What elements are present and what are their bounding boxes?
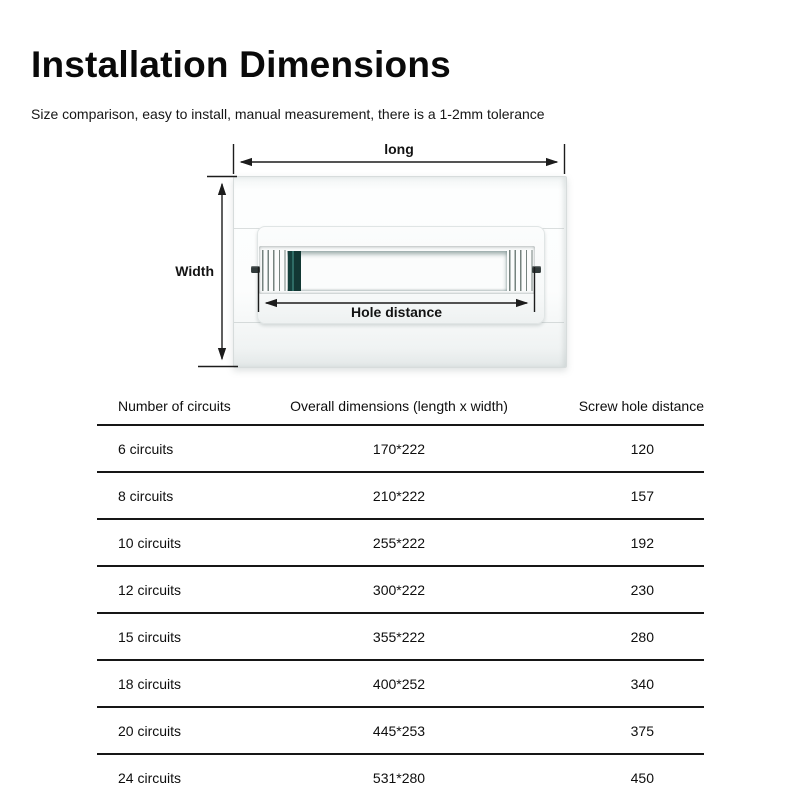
hole-distance-cell: 230 bbox=[630, 581, 654, 598]
table-row bbox=[97, 566, 704, 613]
dimensions-cell: 355*222 bbox=[372, 628, 426, 645]
table-header-row bbox=[97, 388, 704, 425]
circuits-cell: 10 circuits bbox=[118, 534, 182, 551]
table-row bbox=[97, 425, 704, 472]
dimensions-cell: 531*280 bbox=[372, 769, 426, 786]
dimensions-cell: 210*222 bbox=[372, 487, 426, 504]
hole-distance-cell: 192 bbox=[630, 534, 654, 551]
column-header-dimensions: Overall dimensions (length x width) bbox=[277, 388, 521, 425]
hole-distance-cell: 120 bbox=[630, 440, 654, 457]
hole-distance-cell: 375 bbox=[630, 722, 654, 739]
long-dimension-label: long bbox=[384, 141, 414, 157]
vent-slats-right bbox=[509, 250, 534, 291]
teal-glass-window bbox=[287, 251, 507, 291]
circuits-cell: 24 circuits bbox=[118, 769, 182, 786]
table-row bbox=[97, 472, 704, 519]
circuits-cell: 8 circuits bbox=[118, 487, 174, 504]
circuits-cell: 15 circuits bbox=[118, 628, 182, 645]
table-row bbox=[97, 613, 704, 660]
column-header-circuits: Number of circuits bbox=[97, 388, 277, 425]
dimensions-cell: 300*222 bbox=[372, 581, 426, 598]
hole-distance-cell: 280 bbox=[630, 628, 654, 645]
table-row bbox=[97, 660, 704, 707]
mounting-screw-left bbox=[251, 266, 260, 273]
hole-distance-cell: 340 bbox=[630, 675, 654, 692]
page-title: Installation Dimensions bbox=[31, 44, 451, 85]
circuits-cell: 18 circuits bbox=[118, 675, 182, 692]
circuits-cell: 20 circuits bbox=[118, 722, 182, 739]
circuits-cell: 12 circuits bbox=[118, 581, 182, 598]
hole-distance-cell: 450 bbox=[630, 769, 654, 786]
dimensions-cell: 170*222 bbox=[372, 440, 426, 457]
table-row bbox=[97, 519, 704, 566]
dimensions-spec-table bbox=[97, 388, 704, 800]
column-header-hole-distance: Screw hole distance bbox=[521, 388, 704, 425]
hole-distance-cell: 157 bbox=[630, 487, 654, 504]
dimensions-cell: 255*222 bbox=[372, 534, 426, 551]
table-row bbox=[97, 754, 704, 800]
dimensions-cell: 445*253 bbox=[372, 722, 426, 739]
vent-slats-left bbox=[262, 250, 287, 291]
glass-dark-stripe bbox=[288, 251, 301, 291]
circuits-cell: 6 circuits bbox=[118, 440, 174, 457]
width-dimension-label: Width bbox=[175, 263, 214, 279]
hole-distance-label: Hole distance bbox=[350, 304, 443, 320]
page-subtitle: Size comparison, easy to install, manual measurement, there is a 1-2mm tolerance bbox=[31, 106, 545, 122]
dimensions-cell: 400*252 bbox=[372, 675, 426, 692]
mounting-screw-right bbox=[532, 266, 541, 273]
table-row bbox=[97, 707, 704, 754]
